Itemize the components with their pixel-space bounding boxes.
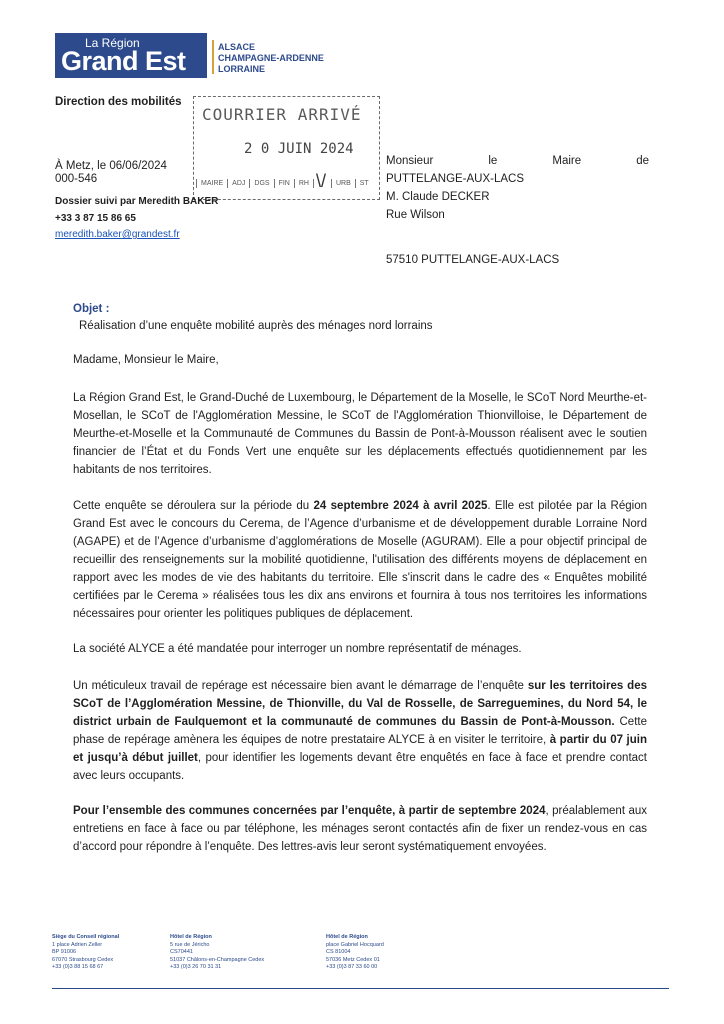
salutation: Madame, Monsieur le Maire, [73, 354, 219, 366]
recipient-address [386, 152, 649, 224]
received-stamp [193, 96, 380, 200]
place-date: À Metz, le 06/06/2024 [55, 160, 167, 172]
recipient-line: M. Claude DECKER [386, 191, 490, 203]
logo-big-text: Grand Est [61, 46, 186, 76]
body-paragraph [73, 677, 647, 785]
sender-phone: +33 3 87 15 86 65 [55, 213, 136, 224]
footer-line: 5 rue de Jéricho [170, 941, 210, 948]
subject-text: Réalisation d’une enquête mobilité auprès des ménages nord lorrains [79, 320, 433, 332]
stamp-routing-codes [196, 179, 373, 188]
paragraph-text: , pour identifier les logements devant être enquêtés en face à face et prendre contact avec leurs occupants. [73, 752, 647, 782]
footer-line: 51037 Châlons-en-Champagne Cedex [170, 956, 265, 963]
footer-title: Hôtel de Région [326, 934, 368, 940]
paragraph-text: Un méticuleux travail de repérage est nécessaire bien avant le démarrage de l’enquête [73, 680, 528, 692]
stamp-code: ADJ [227, 179, 249, 188]
region-names [218, 42, 324, 75]
body-paragraph [73, 802, 647, 856]
paragraph-text: . Elle est pilotée par la Région Grand Est avec le concours du Cerema, de l’Agence d’urbanisme et de développement durable Lorraine Nord (AGAPE) et de l’Agence d’urbanisme d’agglomérations de Moselle (AGURAM). Elle a pour objectif principal de recueillir des renseignements sur la mobilité quotidienne, l'utilisation des différents moyens de déplacement en rapport avec les modes de vie des habitants du territoire. Elle s'inscrit dans le cadre des « Enquêtes mobilité certifiées par le Cerema » réalisées tous les dix ans environs et fournira à tous nos territoires les informations nécessaires pour orienter les politiques publiques de déplacement. [73, 500, 647, 620]
reference-number: 000-546 [55, 173, 98, 185]
subject-label: Objet : [73, 303, 110, 315]
stamp-code: RH [294, 179, 313, 188]
stamp-code: DGS [249, 179, 273, 188]
footer-line: place Gabriel Hocquard [326, 941, 384, 948]
survey-dates: à partir du 07 juin et jusqu’à début juillet [73, 734, 647, 764]
direction-title: Direction des mobilités [55, 96, 182, 108]
footer-line: BP 91006 [52, 949, 77, 956]
stamp-code: MAIRE [196, 179, 227, 188]
logo-small-text: La Région [85, 36, 140, 50]
footer-line: +33 (0)3 26 70 31 31 [170, 964, 222, 971]
paragraph-text: , préalablement aux entretiens en face à face ou par téléphone, les ménages seront contactés afin de fixer un rendez-vous en cas d’accord pour répondre à l’enquête. Des lettres-avis leur seront systématiquement envoyées. [73, 805, 648, 853]
recipient-city: 57510 PUTTELANGE-AUX-LACS [386, 254, 560, 266]
footer-line: +33 (0)3 88 15 68 67 [52, 964, 104, 971]
stamp-check-mark: \/ [316, 171, 327, 191]
recipient-line: Rue Wilson [386, 209, 445, 221]
footer-line: CS 81004 [326, 949, 351, 956]
footer-title: Siège du Conseil régional [52, 934, 120, 940]
footer-divider [52, 988, 669, 989]
contact-period: Pour l’ensemble des communes concernées par l’enquête, à partir de septembre 2024 [73, 805, 546, 817]
survey-period: 24 septembre 2024 à avril 2025 [313, 500, 488, 512]
stamp-code: ST [355, 179, 373, 188]
stamp-date: 2 0 JUIN 2024 [244, 141, 354, 157]
followed-by: Dossier suivi par Meredith BAKER [55, 196, 219, 207]
region-name: LORRAINE [218, 64, 265, 74]
body-paragraph: La société ALYCE a été mandatée pour interroger un nombre représentatif de ménages. [73, 643, 522, 655]
stamp-code: URB [331, 179, 355, 188]
region-name: CHAMPAGNE-ARDENNE [218, 53, 324, 63]
paragraph-text: Cette phase de repérage amènera les équipes de notre prestataire ALYCE à en visiter le territoire, [73, 716, 647, 746]
stamp-title: COURRIER ARRIVÉ [202, 105, 362, 124]
footer-line: CS70441 [170, 949, 193, 956]
stamp-code: FIN [274, 179, 294, 188]
recipient-line: PUTTELANGE-AUX-LACS [386, 173, 525, 185]
footer-line: 1 place Adrien Zeller [52, 941, 103, 948]
logo-separator [212, 40, 214, 74]
footer-line: 57036 Metz Cedex 01 [326, 956, 380, 963]
region-name: ALSACE [218, 42, 256, 52]
sender-email-link[interactable]: meredith.baker@grandest.fr [55, 229, 180, 240]
recipient-line: Monsieur le Maire de [386, 155, 649, 167]
body-paragraph: La Région Grand Est, le Grand-Duché de Luxembourg, le Département de la Moselle, le SCoT Nord Meurthe-et-Mosellan, le SCoT de l'Agglomération Messine, le SCoT de l'Agglomération Thionvilloise, le Département de Meurthe-et-Moselle et la Communauté de Communes du Bassin de Pont-à-Mousson réalisent avec le soutien financier de l’État et du Fonds Vert une enquête sur les déplacements effectués quotidiennement par les habitants de nos territoires. [73, 392, 647, 476]
footer-title: Hôtel de Région [170, 934, 212, 940]
footer-address-metz [326, 934, 384, 972]
footer-line: +33 (0)3 87 33 60 00 [326, 964, 378, 971]
footer-address-chalons [170, 934, 264, 972]
paragraph-text: Cette enquête se déroulera sur la période du [73, 500, 314, 512]
region-logo [55, 33, 207, 78]
footer-line: 67070 Strasbourg Cedex [52, 956, 114, 963]
body-paragraph [73, 497, 647, 623]
footer-address-strasbourg [52, 934, 119, 972]
territories-list: sur les territoires des SCoT de l’Agglomération Messine, de Thionville, du Val de Rosselle, de Sarreguemines, du Nord 54, le district urbain de Faulquemont et la communauté de communes du Bassin de Pont-à-Mousson. [73, 680, 647, 728]
